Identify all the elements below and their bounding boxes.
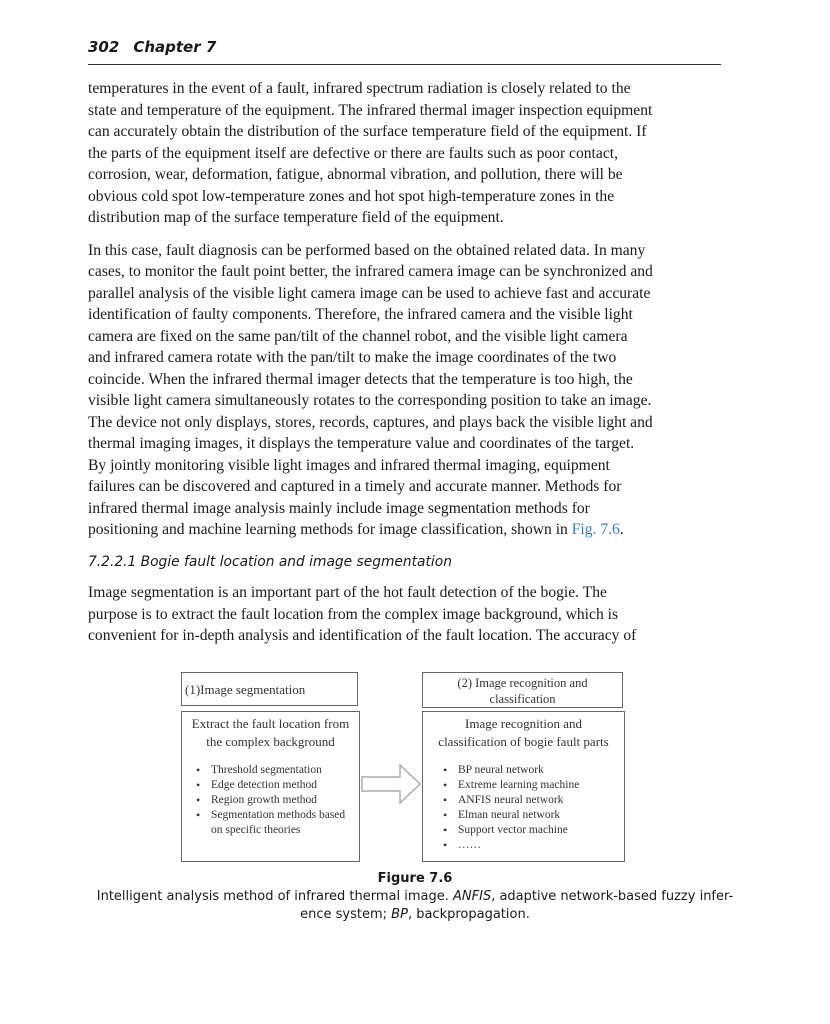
chapter-label: Chapter 7 <box>133 38 217 56</box>
box-title: (1)Image segmentation <box>185 682 306 697</box>
caption-text: , backpropagation. <box>407 907 530 922</box>
heading-line: classification of bogie fault parts <box>438 734 609 749</box>
list-item: • BP neural network <box>443 763 624 778</box>
image-recognition-content-box <box>422 711 625 862</box>
paragraph-1 <box>88 78 728 229</box>
text-line: distribution map of the surface temperature field of the equipment. <box>88 209 504 226</box>
text-line: infrared thermal image analysis mainly include image segmentation methods for <box>88 499 590 517</box>
list-item: • Support vector machine <box>443 823 624 838</box>
text-line: visible light camera simultaneously rotates to the corresponding position to take an image. <box>88 392 652 409</box>
caption-text: , adaptive network-based fuzzy infer- <box>491 889 734 904</box>
page-number: 302 <box>88 38 120 56</box>
list-item: • Extreme learning machine <box>443 778 624 793</box>
text-line: coincide. When the infrared thermal imager detects that the temperature is too high, the <box>88 370 633 388</box>
text-line: Image segmentation is an important part of the hot fault detection of the bogie. The <box>88 584 607 601</box>
text-line: and infrared camera rotate with the pan/tilt to make the image coordinates of the two <box>88 349 617 366</box>
caption-text: ence system; <box>300 907 392 922</box>
text-line: obvious cold spot low-temperature zones and hot spot high-temperature zones in the <box>88 187 615 205</box>
text-line: By jointly monitoring visible light images and infrared thermal imaging, equipment <box>88 456 610 474</box>
text-line: thermal imaging images, it displays the temperature value and coordinates of the target. <box>88 435 635 452</box>
text-segment: positioning and machine learning methods for image classification, shown in <box>88 521 572 538</box>
text-line: convenient for in-depth analysis and identification of the fault location. The accuracy of <box>88 627 637 644</box>
figure-link[interactable]: Fig. 7.6 <box>571 521 620 538</box>
heading-line: the complex background <box>206 734 335 749</box>
list-item: • ANFIS neural network <box>443 793 624 808</box>
list-item: • Elman neural network <box>443 808 624 823</box>
list-item: • Region growth method <box>196 793 359 808</box>
image-segmentation-content-box <box>181 711 360 862</box>
title-line: (2) Image recognition and <box>457 676 588 690</box>
text-line: temperatures in the event of a fault, infrared spectrum radiation is closely related to the <box>88 80 631 97</box>
text-line: cases, to monitor the fault point better, the infrared camera image can be synchronized and <box>88 263 653 280</box>
caption-abbreviation: ANFIS <box>453 889 492 904</box>
caption-abbreviation: BP <box>391 907 408 922</box>
list-item: • Segmentation methods based <box>196 808 359 823</box>
title-line: classification <box>489 692 556 706</box>
figure-label: Figure 7.6 <box>377 871 453 886</box>
caption-text: Intelligent analysis method of infrared thermal image. <box>96 889 454 904</box>
text-line: purpose is to extract the fault location from the complex image background, which is <box>88 605 619 623</box>
text-line: parallel analysis of the visible light camera image can be used to achieve fast and accurate <box>88 284 651 302</box>
text-segment: . <box>619 521 624 538</box>
classification-methods-list <box>423 763 624 853</box>
paragraph-3 <box>88 582 728 647</box>
list-item-continuation: on specific theories <box>211 824 301 836</box>
list-item: • …… <box>443 838 624 853</box>
image-segmentation-title-box <box>181 672 358 706</box>
text-line: failures can be discovered and captured in a timely and accurate manner. Methods for <box>88 478 622 495</box>
right-arrow-icon <box>360 762 422 806</box>
image-recognition-title-box <box>422 672 623 708</box>
text-line: camera are fixed on the same pan/tilt of the channel robot, and the visible light camera <box>88 327 628 345</box>
list-item: • Threshold segmentation <box>196 763 359 778</box>
segmentation-methods-list <box>182 763 359 838</box>
paragraph-2 <box>88 240 728 541</box>
box-heading <box>182 715 359 751</box>
text-line: the parts of the equipment itself are defective or there are faults such as poor contact, <box>88 144 618 162</box>
body-text <box>88 78 728 658</box>
section-heading: 7.2.2.1 Bogie fault location and image segmentation <box>88 553 452 570</box>
figure-caption <box>60 870 770 924</box>
text-line: state and temperature of the equipment. The infrared thermal imager inspection equipment <box>88 101 653 119</box>
heading-line: Image recognition and <box>465 716 582 731</box>
text-line: In this case, fault diagnosis can be performed based on the obtained related data. In many <box>88 241 646 259</box>
list-item: • Edge detection method <box>196 778 359 793</box>
text-line <box>88 519 728 541</box>
heading-line: Extract the fault location from <box>191 716 350 731</box>
text-line: corrosion, wear, deformation, fatigue, abnormal vibration, and pollution, there will be <box>88 166 623 183</box>
text-line: identification of faulty components. Therefore, the infrared camera and the visible light <box>88 306 633 323</box>
box-heading <box>423 715 624 751</box>
text-line: The device not only displays, stores, records, captures, and plays back the visible light and <box>88 413 653 431</box>
text-line: can accurately obtain the distribution of the surface temperature field of the equipment. If <box>88 123 647 140</box>
running-header <box>88 38 721 65</box>
